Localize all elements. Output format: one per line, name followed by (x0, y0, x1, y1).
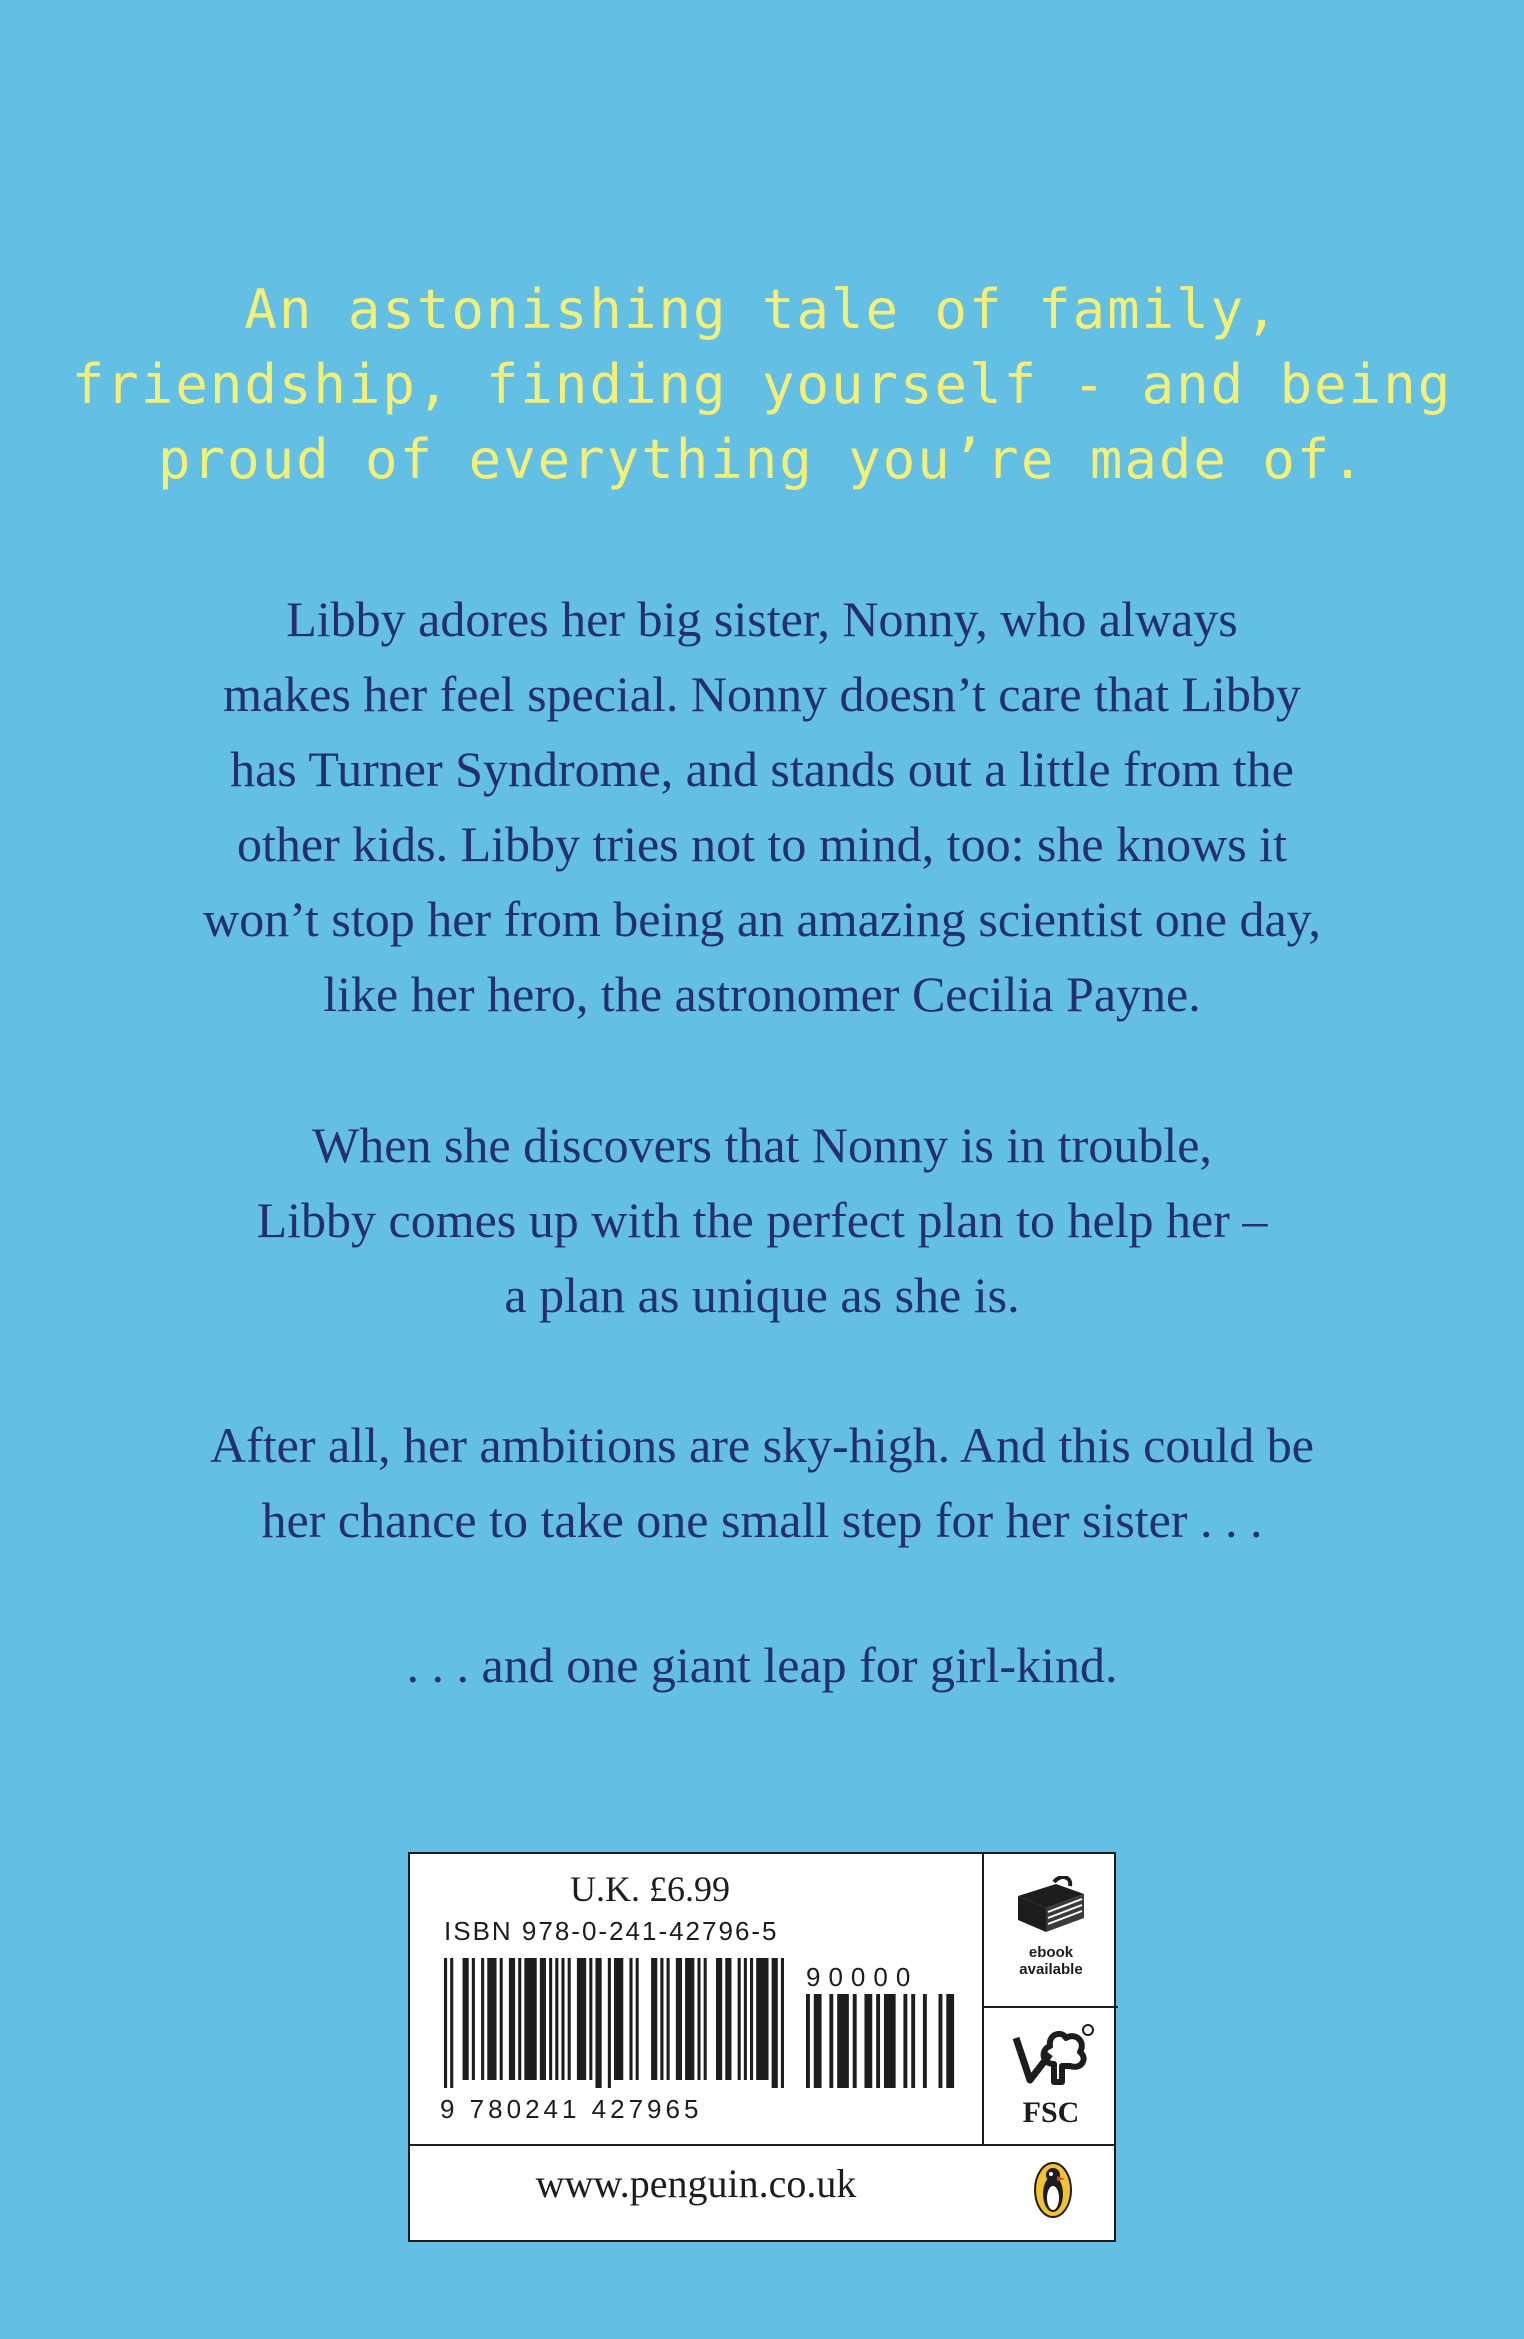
barcode-bar (555, 1958, 558, 2080)
fsc-text: FSC (1022, 2096, 1080, 2129)
barcode-box (408, 1852, 1116, 2242)
isbn-label: ISBN 978-0-241-42796-5 (444, 1916, 779, 1946)
blurb-paragraph-3 (0, 1408, 1524, 1558)
price-label: U.K. £6.99 (570, 1869, 730, 1909)
barcode-bar (509, 1958, 515, 2080)
barcode-bar (772, 1958, 778, 2088)
divider-bottom (410, 2144, 1114, 2146)
barcode-bar (614, 1958, 623, 2080)
blurb-line: . . . and one giant leap for girl-kind. (406, 1637, 1118, 1693)
blurb-paragraph-2 (0, 1108, 1524, 1333)
ebook-label-line: ebook (1028, 1944, 1074, 1961)
barcode-bar (939, 1994, 943, 2088)
barcode-bar (911, 1994, 915, 2088)
blurb-line: Libby comes up with the perfect plan to help her – (256, 1192, 1268, 1248)
barcode-bar (864, 1994, 872, 2088)
barcode-bar (837, 1994, 849, 2088)
barcode-bar (876, 1994, 880, 2088)
barcode-bar (781, 1958, 784, 2088)
barcode-bar (697, 1958, 700, 2080)
blurb-line: a plan as unique as she is. (504, 1267, 1020, 1323)
barcode-bar (549, 1958, 552, 2080)
ebook-label-line: available (1019, 1961, 1083, 1978)
barcode-bar (450, 1958, 453, 2088)
barcode-bar (472, 1958, 475, 2080)
blurb-line: makes her feel special. Nonny doesn’t care that Libby (223, 666, 1301, 722)
barcode-bar (568, 1958, 571, 2080)
blurb-line: Libby adores her big sister, Nonny, who always (286, 591, 1238, 647)
barcode-bar (636, 1958, 639, 2080)
barcode-bar (518, 1958, 521, 2080)
barcode-bar (487, 1958, 496, 2080)
addon-digits: 90000 (806, 1962, 919, 1992)
barcode-bar (595, 1958, 601, 2088)
barcode-bar (704, 1958, 707, 2080)
blurb-line: her chance to take one small step for her sister . . . (261, 1492, 1263, 1548)
tagline-line: proud of everything you’re made of. (158, 428, 1366, 491)
blurb-line: won’t stop her from being an amazing scientist one day, (203, 891, 1321, 947)
ean-digits: 9 780241 427965 (440, 2094, 703, 2124)
barcode-bar (829, 1994, 833, 2088)
barcode-bar (651, 1958, 657, 2080)
barcode-bar (500, 1958, 503, 2080)
ebook-book-icon (1010, 1876, 1090, 1938)
barcode-bar (524, 1958, 536, 2080)
barcode-bar (814, 1994, 822, 2088)
barcode-bar (608, 1958, 611, 2088)
blurb-paragraph-4 (0, 1628, 1524, 1703)
blurb-line: like her hero, the astronomer Cecilia Payne. (323, 966, 1201, 1022)
barcode-bar (463, 1958, 469, 2080)
barcode-bar (884, 1994, 896, 2088)
tagline-line: friendship, finding yourself - and being (71, 353, 1453, 416)
barcode-bar (744, 1958, 747, 2080)
barcode-bar (540, 1958, 546, 2080)
barcode-bar (806, 1994, 810, 2088)
barcode-bar (629, 1958, 632, 2080)
ebook-label (984, 1944, 1118, 1978)
barcode-bar (750, 1958, 753, 2080)
barcode-addon (806, 1994, 958, 2088)
blurb-line: other kids. Libby tries not to mind, too: she knows it (237, 816, 1287, 872)
puffin-logo (1032, 2160, 1074, 2220)
barcode-bar (725, 1958, 731, 2080)
blurb-line: has Turner Syndrome, and stands out a little from the (230, 741, 1294, 797)
barcode-bar (589, 1958, 592, 2080)
barcode-bar (676, 1958, 682, 2080)
blurb-paragraph-1 (0, 582, 1524, 1032)
tagline (0, 272, 1524, 497)
barcode-main (444, 1958, 784, 2088)
barcode-bar (903, 1994, 907, 2088)
divider-right (982, 2006, 1118, 2008)
blurb-line: When she discovers that Nonny is in trouble, (312, 1117, 1212, 1173)
barcode-bar (667, 1958, 670, 2080)
barcode-bar (923, 1994, 927, 2088)
tagline-line: An astonishing tale of family, (244, 278, 1280, 341)
blurb-line: After all, her ambitions are sky-high. And this could be (210, 1417, 1314, 1473)
barcode-bar (577, 1958, 586, 2080)
barcode-bar (853, 1994, 857, 2088)
barcode-bar (946, 1994, 954, 2088)
barcode-bar (756, 1958, 768, 2080)
barcode-bar (685, 1958, 694, 2080)
barcode-bar (444, 1958, 447, 2088)
barcode-bar (716, 1958, 722, 2080)
barcode-bar (481, 1958, 484, 2080)
barcode-bar (561, 1958, 564, 2080)
barcode-bar (660, 1958, 663, 2080)
website-url[interactable]: www.penguin.co.uk (535, 2161, 857, 2206)
barcode-bar (738, 1958, 741, 2080)
fsc-tree-logo (1010, 2024, 1094, 2096)
